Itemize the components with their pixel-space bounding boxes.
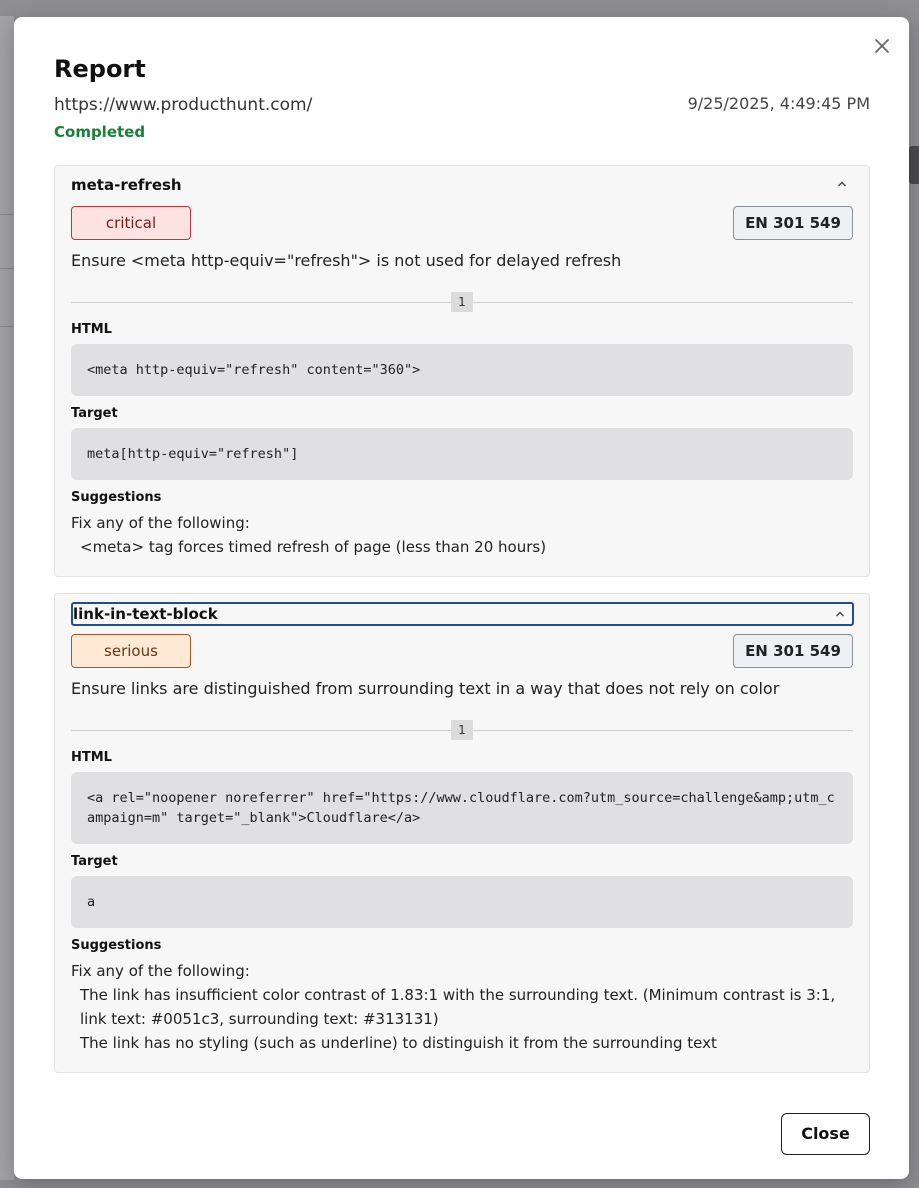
modal-title: Report: [54, 55, 146, 83]
chevron-up-icon: [834, 604, 846, 624]
target-label: Target: [71, 406, 118, 421]
html-label: HTML: [71, 750, 112, 765]
impact-badge: critical: [71, 206, 191, 240]
target-code-block: meta[http-equiv="refresh"]: [71, 428, 853, 480]
standard-badge: EN 301 549: [733, 206, 853, 240]
report-modal: [14, 17, 909, 1179]
suggestions-label: Suggestions: [71, 938, 162, 953]
violation-description: Ensure links are distinguished from surrounding text in a way that does not rely on color: [71, 679, 780, 698]
suggestion-item: The link has insufficient color contrast of 1.83:1 with the surrounding text. (Minimum contrast is 3:1, link text: #0051c3, surrounding text: #313131): [80, 986, 836, 1028]
chevron-up-icon: [836, 174, 848, 194]
violation-id: link-in-text-block: [73, 605, 218, 623]
suggestions-list: [71, 959, 853, 1055]
close-button[interactable]: Close: [781, 1113, 870, 1155]
target-label: Target: [71, 854, 118, 869]
background-page-button-fragment: [909, 146, 919, 184]
suggestion-item: <meta> tag forces timed refresh of page (less than 20 hours): [80, 538, 547, 556]
violation-description: Ensure <meta http-equiv="refresh"> is not used for delayed refresh: [71, 251, 622, 270]
suggestions-intro: Fix any of the following:: [71, 962, 250, 980]
violation-id: meta-refresh: [71, 176, 182, 194]
html-code-block: <meta http-equiv="refresh" content="360">: [71, 344, 853, 396]
suggestions-label: Suggestions: [71, 490, 162, 505]
standard-badge: EN 301 549: [733, 634, 853, 668]
status-label: Completed: [54, 123, 146, 141]
suggestion-item: The link has no styling (such as underline) to distinguish it from the surrounding text: [80, 1034, 717, 1052]
report-timestamp: 9/25/2025, 4:49:45 PM: [687, 94, 870, 113]
violation-header-toggle[interactable]: [71, 602, 854, 626]
target-code-block: a: [71, 876, 853, 928]
close-icon[interactable]: [871, 35, 893, 57]
impact-badge: serious: [71, 634, 191, 668]
violation-header-toggle[interactable]: [71, 174, 854, 198]
violation-card: [54, 165, 870, 577]
node-count: 1: [451, 720, 473, 740]
node-count: 1: [451, 292, 473, 312]
report-url: https://www.producthunt.com/: [54, 95, 313, 115]
html-label: HTML: [71, 322, 112, 337]
violation-card: [54, 593, 870, 1073]
background-page-fragment: [0, 16, 14, 1180]
suggestions-list: [71, 511, 853, 559]
html-code-block: <a rel="noopener noreferrer" href="https://www.cloudflare.com?utm_source=challenge&amp;utm_campaign=m" target="_blank">Cloudflare</a>: [71, 772, 853, 844]
suggestions-intro: Fix any of the following:: [71, 514, 250, 532]
